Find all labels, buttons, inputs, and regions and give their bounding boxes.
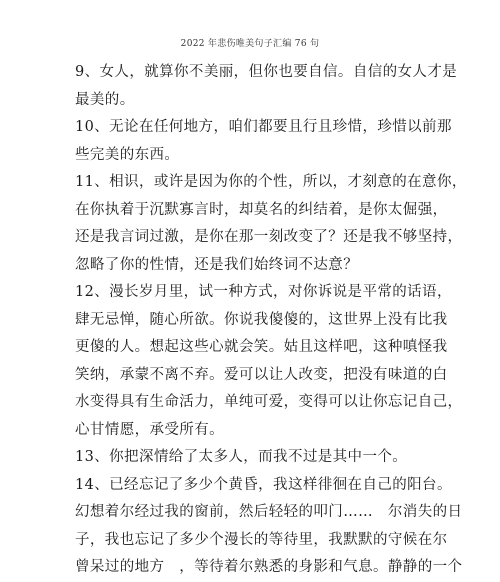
text-line: 心甘情愿，承受所有。 [75,421,224,438]
text-line: 12、漫长岁月里，试一种方式，对你诉说是平常的话语， [75,284,452,300]
text-line: 10、无论在任何地方，咱们都要且行且珍惜，珍惜以前那 [75,119,452,135]
text-line: 笑纳，承蒙不离不弃。爱可以让人改变，把没有味道的白 [75,366,448,383]
text-line: 肆无忌惮，随心所欲。你说我傻傻的，这世界上没有比我 [75,311,448,328]
page-header: 2022 年悲伤唯美句子汇编 76 句 [180,39,320,49]
text-line: 最美的。 [75,91,135,108]
text-line: 更傻的人。想起这些心就会笑。姑且这样吧，这种嗔怪我 [75,339,448,355]
text-line: 忽略了你的性情，还是我们始终词不达意？ [75,256,359,273]
document-body [75,59,467,582]
text-line: 13、你把深情给了太多人，而我不过是其中一个。 [75,449,408,465]
text-line: 些完美的东西。 [75,146,180,163]
text-line: 还是我言词过激，是你在那一刻改变了？还是我不够坚持， [75,229,463,245]
text-line: 9、女人，就算你不美丽，但你也要自信。自信的女人才是 [75,64,458,80]
text-line: 子，我也忘记了多少个漫长的等待里，我默默的守候在尔 [75,531,448,548]
text-line: 在你执着于沉默寡言时，却莫名的纠结着，是你太倔强， [75,201,448,218]
text-line: 幻想着尔经过我的窗前，然后轻轻的叩门…… 尔消失的日 [75,504,463,520]
text-line: 14、已经忘记了多少个黄昏，我这样徘徊在自己的阳台。 [75,476,452,493]
text-line: 曾呆过的地方 ，等待着尔熟悉的身影和气息。静静的一个 [75,559,463,575]
text-line: 11、相识，或许是因为你的个性，所以，才刻意的在意你， [75,174,467,190]
text-line: 水变得具有生命活力，单纯可爱，变得可以让你忘记自己， [75,394,463,410]
